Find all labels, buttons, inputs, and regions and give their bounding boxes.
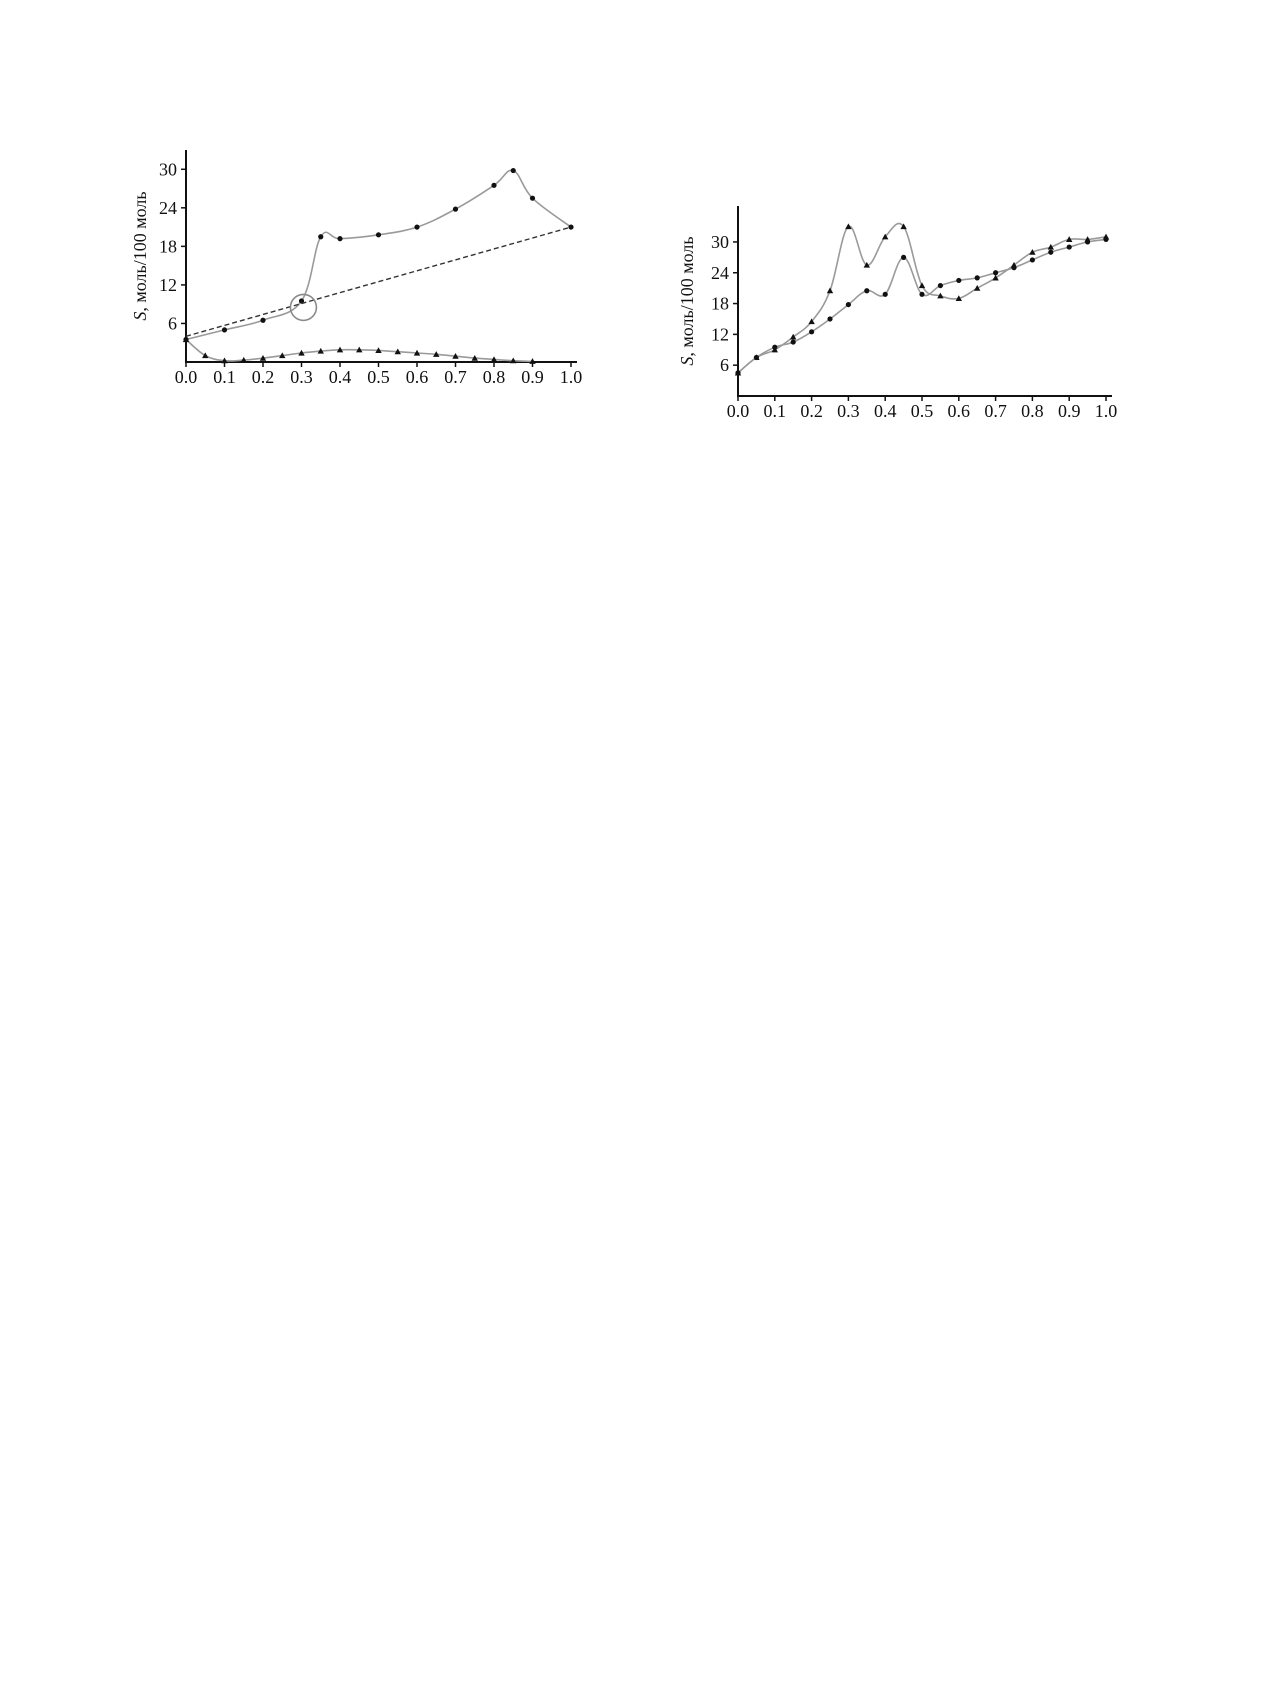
series-0-point [491,183,496,188]
y-tick-label: 18 [159,236,177,257]
series-1-point [1067,244,1072,249]
series-1-point [864,288,869,293]
x-tick-label: 0.4 [873,401,897,421]
x-tick-label: 0.4 [328,367,352,387]
series-1-point [809,329,814,334]
series-0-point [511,168,516,173]
y-axis-title-var: S [677,356,697,366]
y-axis-title-var: S [130,311,150,321]
series-1-point [993,270,998,275]
series-1-point [1030,257,1035,262]
x-tick-label: 0.1 [763,401,787,421]
series-1-point [846,302,851,307]
x-tick-label: 0.6 [947,401,971,421]
x-tick-label: 0.9 [521,367,544,387]
series-1-point [975,275,980,280]
series-0-point [376,232,381,237]
x-tick-label: 0.0 [726,401,750,421]
chart-right [677,206,1117,421]
series-1-point [735,370,740,375]
x-tick-label: 0.8 [1021,401,1044,421]
series-1-point [827,316,832,321]
x-tick-label: 0.1 [213,367,236,387]
x-tick-label: 0.5 [367,367,390,387]
y-axis-title-unit: , моль/100 моль [677,236,697,357]
series-1-point [754,355,759,360]
series-0-point [414,224,419,229]
x-tick-label: 1.0 [1094,401,1118,421]
series-1-point [883,292,888,297]
x-tick-label: 0.8 [482,367,506,387]
y-tick-label: 30 [711,231,729,252]
y-tick-label: 24 [159,197,177,218]
series-0-point [530,196,535,201]
y-tick-label: 12 [159,274,177,295]
x-tick-label: 0.0 [174,367,198,387]
x-tick-label: 0.9 [1057,401,1081,421]
x-tick-label: 0.7 [444,367,467,387]
series-0-point [318,234,323,239]
series-1-point [956,278,961,283]
series-1-curve [738,239,1106,373]
series-0-point [453,207,458,212]
y-tick-label: 30 [159,159,177,180]
y-tick-label: 24 [711,262,729,283]
x-tick-label: 0.7 [984,401,1007,421]
series-1-point [919,292,924,297]
y-tick-label: 18 [711,293,729,314]
y-tick-label: 12 [711,324,729,345]
series-0-point [827,288,833,294]
series-1-point [901,255,906,260]
x-tick-label: 0.2 [251,367,275,387]
y-axis-title-unit: , моль/100 моль [130,191,150,312]
series-1-point [791,339,796,344]
y-tick-label: 6 [720,355,729,376]
series-1-point [1085,239,1090,244]
series-1-point [1048,250,1053,255]
x-tick-label: 0.6 [405,367,429,387]
series-0-point [337,236,342,241]
x-tick-label: 0.2 [800,401,823,421]
series-1-point [938,283,943,288]
y-axis-title [677,236,697,365]
series-0-point [260,318,265,323]
series-0-point [919,282,925,288]
y-axis-title [130,191,150,320]
x-tick-label: 0.3 [837,401,860,421]
series-1-point [772,345,777,350]
series-1-point [1011,265,1016,270]
x-tick-label: 1.0 [559,367,583,387]
chart-left [130,150,582,387]
series-1-point [1103,237,1108,242]
series-0-point [222,327,227,332]
x-tick-label: 0.5 [910,401,934,421]
y-tick-label: 6 [168,313,177,334]
x-tick-label: 0.3 [290,367,313,387]
series-0-curve [186,170,571,339]
series-2-dashed-line [186,227,571,336]
